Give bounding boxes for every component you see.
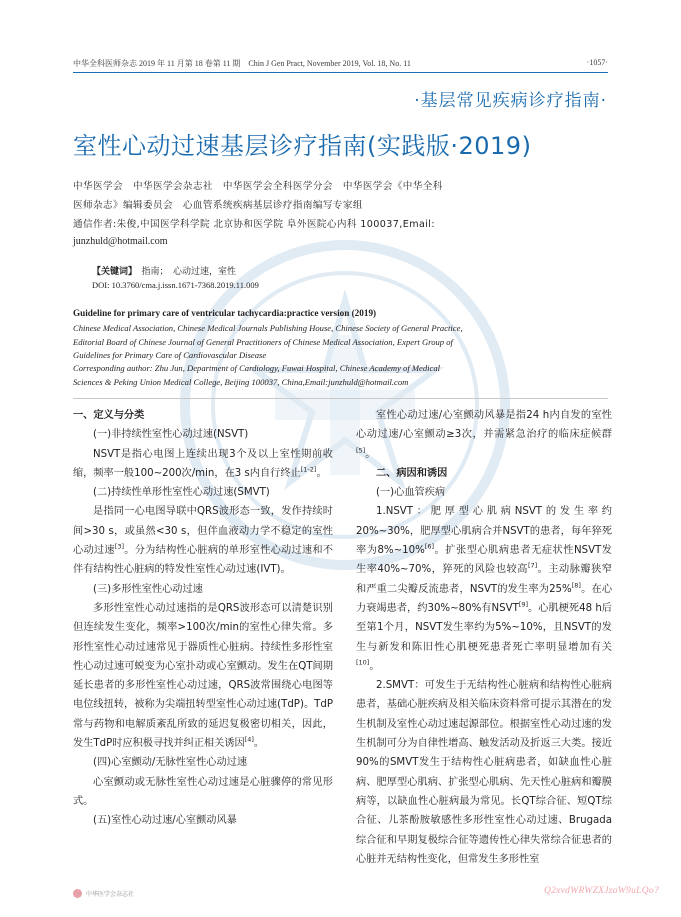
article-title: 室性心动过速基层诊疗指南(实践版·2019) xyxy=(73,132,532,160)
subsection-heading: (五)室性心动过速/心室颤动风暴 xyxy=(93,815,237,827)
english-authors-line: Chinese Medical Association, Chinese Medical Journals Publishing House, Chinese Society of General Practice, xyxy=(73,323,463,333)
subsection-heading: (二)持续性单形性室性心动过速(SMVT) xyxy=(93,487,270,499)
correspondence-line: 通信作者:朱俊,中国医学科学院 北京协和医学院 阜外医院心内科 100037,Email: xyxy=(73,219,435,230)
paragraph: 2.SMVT：可发生于无结构性心脏病和结构性心脏病患者，基础心脏疾病及相关临床资料常可提示其潜在的发生机制及室性心动过速起源部位。根据室性心动过速的发生机制可分为自律性增高、触发活动及折返三大类。接近90%的SMVT发生于结构性心脏病患者，如缺血性心脏病、肥厚型心肌病、扩张型心肌病、先天性心脏病和瓣膜病等，以缺血性心脏病最为常见。长QT综合征、短QT综合征、儿茶酚胺敏感性多形性室性心动过速、Brugada综合征和早期复极综合征等遗传性心律失常综合征患者的心脏并无结构性变化，但常发生多形性室 xyxy=(356,680,612,865)
subsection-heading: (一)心血管疾病 xyxy=(376,487,446,499)
citation[interactable]: [9] xyxy=(518,600,529,609)
paragraph: 是指同一心电图导联中QRS波形态一致，发作持续时间>30 s，或虽然<30 s，但伴血液动力学不稳定的室性心动过速[3]。分为结构性心脏病的单形室性心动过速和不伴有结构性心脏病的特发性室性心动过速(IVT)。 xyxy=(73,506,333,576)
english-authors-line: Guidelines for Primary Care of Cardiovascular Disease xyxy=(73,350,267,361)
english-correspondence xyxy=(73,362,613,389)
paragraph: 室性心动过速/心室颤动风暴是指24 h内自发的室性心动过速/心室颤动≥3次，并需紧急治疗的临床症候群[5]。 xyxy=(356,410,612,460)
keywords-label: 【关键词】 xyxy=(92,267,133,277)
english-correspondence-line: Sciences & Peking Union Medical College, Beijing 100037, China,Email:junzhuld@hotmail.com xyxy=(73,376,409,387)
body-divider xyxy=(73,398,608,399)
subsection-heading: (一)非持续性室性心动过速(NSVT) xyxy=(93,429,249,441)
citation[interactable]: [8] xyxy=(571,581,581,590)
english-authors xyxy=(73,322,613,363)
english-authors-line: Editorial Board of Chinese Journal of General Practitioners of Chinese Medical Association, Expert Group of xyxy=(73,336,453,347)
subsection-heading: (四)心室颤动/无脉性室性心动过速 xyxy=(93,757,248,769)
publisher-logo-icon xyxy=(73,889,82,898)
paragraph: 多形性室性心动过速指的是QRS波形态可以清楚识别但连续发生变化，频率>100次/min的室性心律失常。多形性室性心动过速常见于器质性心脏病。持续性多形性室性心动过速可蜕变为心室扑动或心室颤动。发生在QT间期延长患者的多形性室性心动过速，QRS波常围绕心电图等电位线扭转，被称为尖端扭转型室性心动过速(TdP)。TdP常与药物和电解质紊乱所致的延迟复极密切相关，因此，发生TdP时应积极寻找并纠正相关诱因[4]。 xyxy=(73,602,333,750)
paragraph: 1.NSVT：肥厚型心肌病NSVT的发生率约20%~30%，肥厚型心肌病合并NSVT的患者，每年猝死率为8%~10%[6]。扩张型心肌病患者无症状性NSVT发生率40%~70%，猝死的风险也较高[7]。主动脉瓣狭窄和严重二尖瓣反流患者，NSVT的发生率为25%[8]。在心力衰竭患者，约30%~80%有NSVT[9]。心肌梗死48 h后至第1个月，NSVT发生率约为5%~10%，且NSVT的发生与新发和陈旧性心肌梗死患者死亡率明显增加有关[10]。 xyxy=(356,506,613,672)
english-correspondence-line: Corresponding author: Zhu Jun, Department of Cardiology, Fuwai Hospital, Chinese Academy of Medical xyxy=(73,363,441,373)
publisher-name: 中华医学会杂志社 xyxy=(86,891,135,898)
authors-line-2: 医师杂志》编辑委员会 心血管系统疾病基层诊疗指南编写专家组 xyxy=(73,200,363,211)
english-title: Guideline for primary care of ventricular tachycardia:practice version (2019) xyxy=(73,308,377,318)
citation[interactable]: [5] xyxy=(356,446,366,455)
keywords-text: 指南； 心动过速，室性 xyxy=(141,267,237,277)
citation[interactable]: [10] xyxy=(356,658,370,667)
correspondence-email: junzhuld@hotmail.com xyxy=(73,236,168,247)
footer-code: Q2xvdWRWZXJzaW9uLQo? xyxy=(543,886,659,896)
right-column xyxy=(356,406,612,869)
subsection-heading: (三)多形性室性心动过速 xyxy=(93,583,203,595)
citation[interactable]: [1-2] xyxy=(300,465,317,474)
section-heading: 二、病因和诱因 xyxy=(376,467,448,479)
citation[interactable]: [6] xyxy=(424,542,435,551)
column-label: ·基层常见疾病诊疗指南· xyxy=(414,91,607,111)
page-number: ·1057· xyxy=(586,58,608,67)
keywords xyxy=(92,264,236,277)
left-column xyxy=(73,406,333,831)
citation[interactable]: [3] xyxy=(114,542,125,551)
paragraph: 心室颤动或无脉性室性心动过速是心脏骤停的常见形式。 xyxy=(73,776,333,807)
publisher-logo xyxy=(73,889,134,898)
citation[interactable]: [7] xyxy=(527,561,538,570)
running-header: 中华全科医师杂志 2019 年 11 月第 18 卷第 11 期 Chin J Gen Pract, November 2019, Vol. 18, No. 11 xyxy=(73,59,411,68)
doi: DOI: 10.3760/cma.j.issn.1671-7368.2019.11.009 xyxy=(92,280,259,290)
authors-line-1: 中华医学会 中华医学会杂志社 中华医学会全科医学分会 中华医学会《中华全科 xyxy=(73,181,443,192)
header-divider xyxy=(73,72,608,73)
citation[interactable]: [4] xyxy=(244,735,254,744)
section-heading: 一、定义与分类 xyxy=(73,410,145,421)
paragraph: NSVT是指心电图上连续出现3个及以上室性期前收缩，频率一般100~200次/min，在3 s内自行终止[1-2]。 xyxy=(73,448,333,479)
